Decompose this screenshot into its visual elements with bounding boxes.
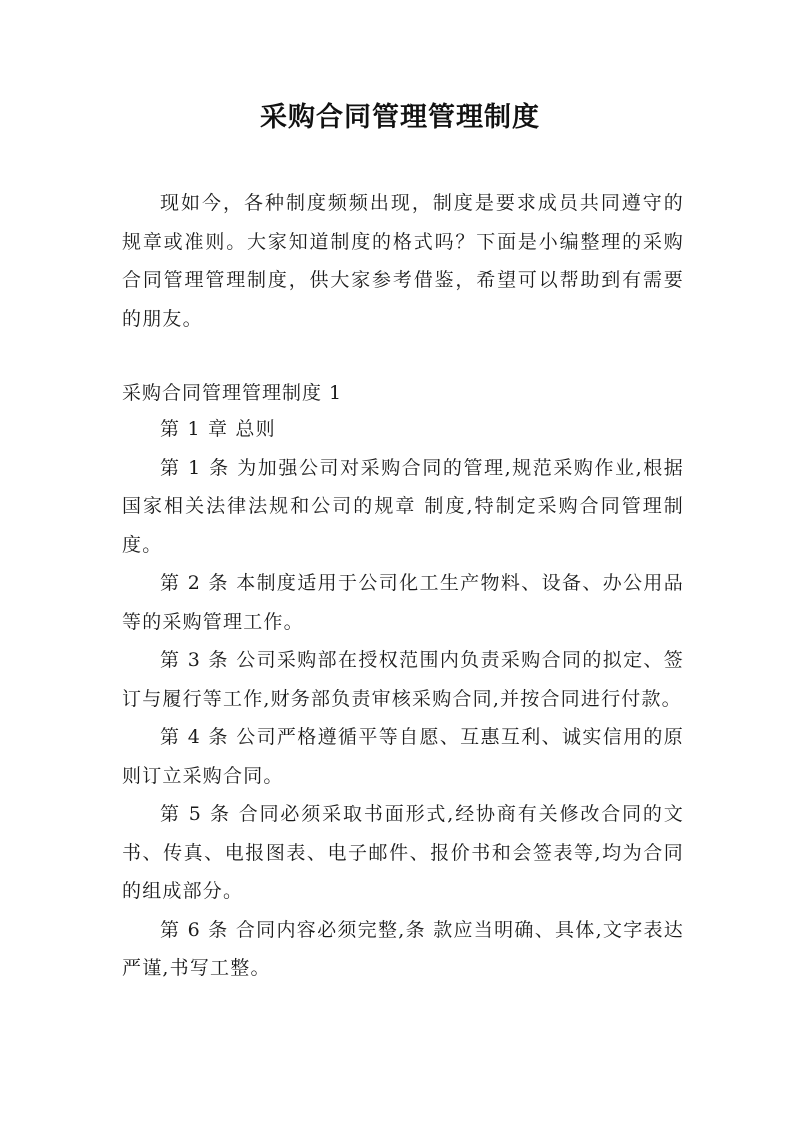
intro-paragraph: 现如今，各种制度频频出现，制度是要求成员共同遵守的规章或准则。大家知道制度的格式吗？下面是小编整理的采购合同管理管理制度，供大家参考借鉴，希望可以帮助到有需要的朋友。 <box>122 192 684 330</box>
chapter-heading: 第 1 章 总则 <box>160 418 276 440</box>
section-heading: 采购合同管理管理制度 1 <box>122 382 343 404</box>
articles-block <box>122 410 684 988</box>
article-4: 第 4 条 公司严格遵循平等自愿、互惠互利、诚实信用的原则订立采购合同。 <box>122 726 684 787</box>
document-title: 采购合同管理管理制度 <box>260 102 540 133</box>
article-3: 第 3 条 公司采购部在授权范围内负责采购合同的拟定、签订与履行等工作,财务部负责审核采购合同,并按合同进行付款。 <box>122 649 684 710</box>
article-6: 第 6 条 合同内容必须完整,条 款应当明确、具体,文字表达严谨,书写工整。 <box>122 918 684 979</box>
article-5: 第 5 条 合同必须采取书面形式,经协商有关修改合同的文书、传真、电报图表、电子邮件、报价书和会签表等,均为合同的组成部分。 <box>122 803 684 902</box>
article-2: 第 2 条 本制度适用于公司化工生产物料、设备、办公用品等的采购管理工作。 <box>122 572 684 633</box>
article-1: 第 1 条 为加强公司对采购合同的管理,规范采购作业,根据国家相关法律法规和公司的规章 制度,特制定采购合同管理制度。 <box>122 456 684 556</box>
